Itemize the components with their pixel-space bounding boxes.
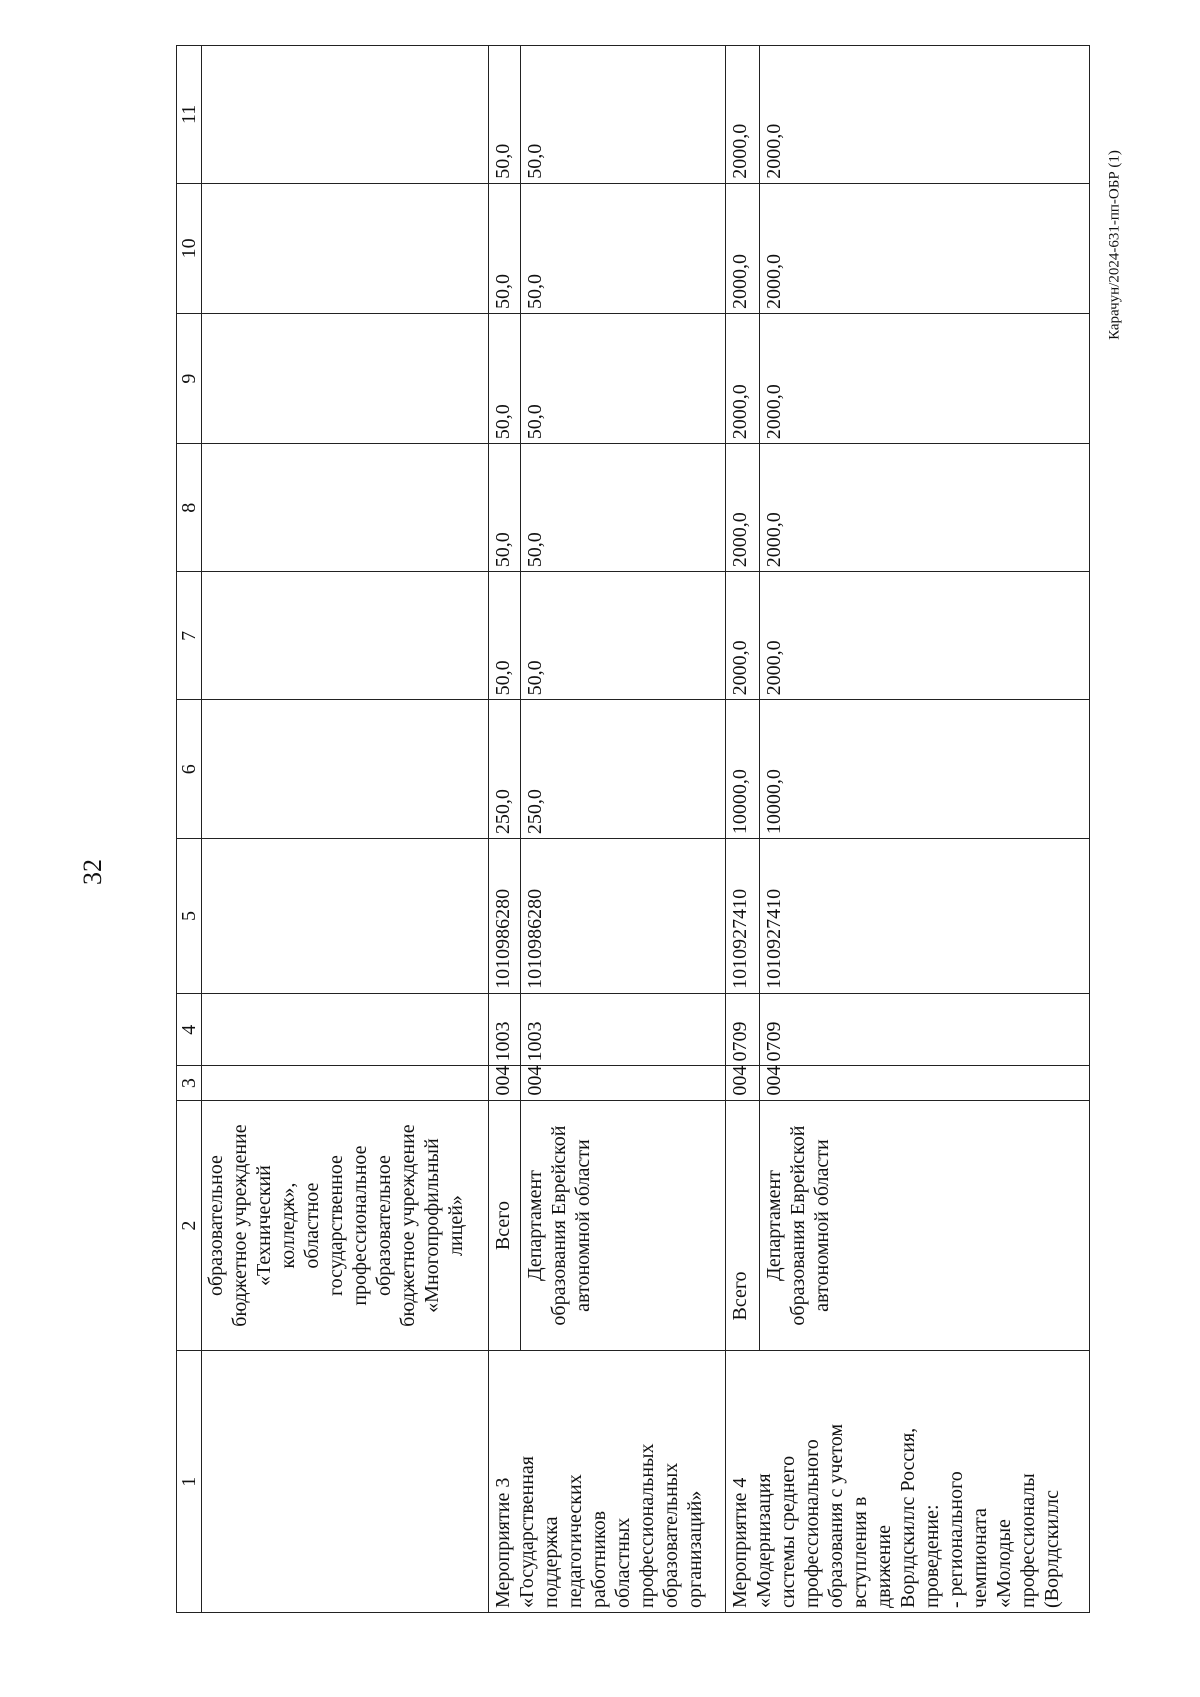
measure4-title — [725, 1351, 1089, 1613]
measure3-dept-label — [521, 1100, 725, 1351]
measure3-total-c11: 50,0 — [489, 46, 521, 184]
measure4-dept-c11: 2000,0 — [759, 46, 1089, 184]
empty-cell — [202, 314, 489, 444]
measure3-total-c4: 1003 — [489, 993, 521, 1066]
continuation-col2-text: образовательное бюджетное учреждение «Технический колледж», областное государственное профессиональное образовательное бюджетное учреждение «Многопрофильный лицей» — [205, 1124, 467, 1327]
measure3-dept-c8: 50,0 — [521, 444, 725, 572]
measure4-title-text: Мероприятие 4 «Модернизация системы среднего профессионального образования с учетом вступления в движение Ворлдскиллс Россия, проведение: - регионального чемпионата «Молодые профессионалы (Ворлдскиллс — [728, 1423, 1063, 1608]
measure3-total-c8: 50,0 — [489, 444, 521, 572]
measure4-total-c8: 2000,0 — [725, 444, 759, 572]
empty-cell — [202, 993, 489, 1066]
measure3-dept-c9: 50,0 — [521, 314, 725, 444]
measure4-total-label: Всего — [725, 1100, 759, 1351]
measure3-dept-c7: 50,0 — [521, 572, 725, 700]
measure4-dept-c6: 10000,0 — [759, 700, 1089, 839]
measure4-total-c11: 2000,0 — [725, 46, 759, 184]
document-code — [1102, 150, 1128, 340]
empty-cell — [202, 1066, 489, 1100]
measure4-total-c3: 004 — [725, 1066, 759, 1100]
col-header-2: 2 — [177, 1100, 202, 1351]
col-header-10: 10 — [177, 183, 202, 313]
table-rotation — [176, 45, 1090, 1613]
continuation-col2 — [202, 1100, 489, 1351]
measure3-dept-c11: 50,0 — [521, 46, 725, 184]
empty-cell — [202, 700, 489, 839]
measure3-total-c10: 50,0 — [489, 183, 521, 313]
empty-cell — [202, 46, 489, 184]
col-header-7: 7 — [177, 572, 202, 700]
measure3-total-c3: 004 — [489, 1066, 521, 1100]
measure4-total-c7: 2000,0 — [725, 572, 759, 700]
empty-cell — [202, 444, 489, 572]
measure4-dept-c10: 2000,0 — [759, 183, 1089, 313]
empty-cell — [202, 183, 489, 313]
measure4-total-c4: 0709 — [725, 993, 759, 1066]
document-code-text: Карачун/2024-631-пп-ОБР (1) — [1106, 150, 1123, 340]
empty-cell — [202, 572, 489, 700]
col-header-4: 4 — [177, 993, 202, 1066]
measure4-dept-c4: 0709 — [759, 993, 1089, 1066]
measure4-total-c9: 2000,0 — [725, 314, 759, 444]
measure4-total-c10: 2000,0 — [725, 183, 759, 313]
measure3-dept-c6: 250,0 — [521, 700, 725, 839]
measure4-dept-c5: 1010927410 — [759, 839, 1089, 994]
measure3-total-c9: 50,0 — [489, 314, 521, 444]
measure4-dept-c3: 004 — [759, 1066, 1089, 1100]
measure3-dept-c4: 1003 — [521, 993, 725, 1066]
empty-cell — [202, 839, 489, 994]
col-header-3: 3 — [177, 1066, 202, 1100]
budget-table — [176, 45, 1090, 1613]
measure4-dept-c7: 2000,0 — [759, 572, 1089, 700]
measure3-title — [489, 1351, 725, 1613]
col-header-11: 11 — [177, 46, 202, 184]
measure3-title-text: Мероприятие 3 «Государственная поддержка педагогических работников областных профессиональных образовательных организаций» — [492, 1443, 707, 1608]
measure4-dept-c8: 2000,0 — [759, 444, 1089, 572]
table-row — [725, 46, 759, 1613]
measure4-dept-label-text: Департамент образования Еврейской автономной области — [762, 1125, 833, 1326]
measure4-total-c5: 1010927410 — [725, 839, 759, 994]
table-rotated-wrapper — [176, 45, 1090, 1613]
measure3-dept-c3: 004 — [521, 1066, 725, 1100]
measure3-total-c7: 50,0 — [489, 572, 521, 700]
table-row — [489, 46, 521, 1613]
col-header-5: 5 — [177, 839, 202, 994]
col-header-1: 1 — [177, 1351, 202, 1613]
col-header-6: 6 — [177, 700, 202, 839]
measure3-dept-label-text: Департамент образования Еврейской автономной области — [524, 1125, 595, 1326]
table-row — [202, 46, 489, 1613]
measure4-total-c6: 10000,0 — [725, 700, 759, 839]
continuation-col1 — [202, 1351, 489, 1613]
measure3-total-c5: 1010986280 — [489, 839, 521, 994]
col-header-8: 8 — [177, 444, 202, 572]
page-number: 32 — [78, 859, 107, 885]
measure3-dept-c10: 50,0 — [521, 183, 725, 313]
measure4-dept-label — [759, 1100, 1089, 1351]
measure4-dept-c9: 2000,0 — [759, 314, 1089, 444]
measure3-total-c6: 250,0 — [489, 700, 521, 839]
col-header-9: 9 — [177, 314, 202, 444]
measure3-total-label: Всего — [489, 1100, 521, 1351]
table-header-row — [177, 46, 202, 1613]
measure3-dept-c5: 1010986280 — [521, 839, 725, 994]
